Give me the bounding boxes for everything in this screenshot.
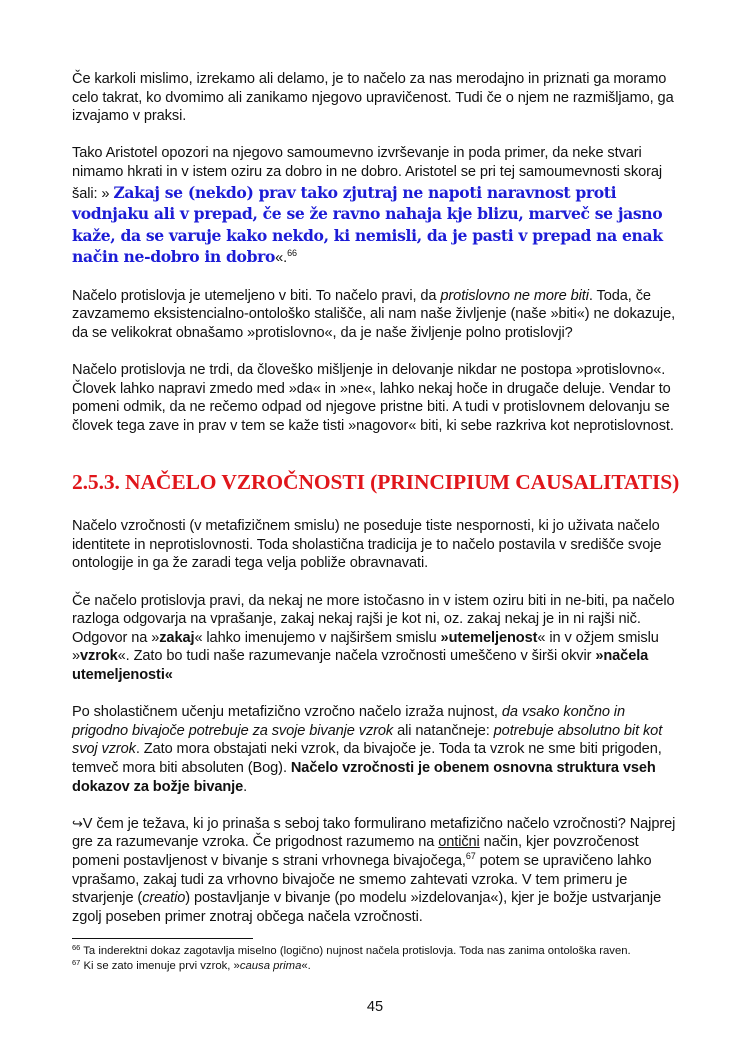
term-vzrok: vzrok [80,648,118,665]
footnote-66 [72,944,684,959]
footnote-italic: causa prima [239,960,302,972]
footnote-text-b: «. [301,960,311,972]
paragraph-aristotle [72,144,684,268]
paragraph-3-text-a: Načelo protislovja je utemeljeno v biti. To načelo pravi, da [72,287,441,304]
paragraph-7-text-c: . Zato mora obstajati neki vzrok, da bivajoče je. Toda ta vzrok ne sme biti prigoden, temveč mora biti absoluten (Bog). [72,741,662,776]
footnote-number: 66 [72,943,81,952]
footnote-text: Ta inderektni dokaz zagotavlja miselno (logično) nujnost načela protislovja. Toda nas zanima ontološka raven. [80,945,631,957]
term-utemeljenost: »utemeljenost [440,629,538,646]
paragraph-8-italic: creatio [142,890,186,907]
paragraph-7-text-b: ali natančneje: [393,722,494,739]
paragraph-5: Načelo vzročnosti (v metafizičnem smislu) ne poseduje tiste nespornosti, ki jo uživata načelo identitete in neprotislovnosti. Toda sholastična tradicija je to načelo postavila v središče svoje ontologije in ga že zaradi tega velja pobliže obravnavati. [72,518,662,572]
term-nacela-utemeljenosti: »načela utemeljenosti« [72,648,649,684]
paragraph-7-italic-1: da vsako končno in prigodno bivajoče potrebuje za svoje bivanje vzrok [72,704,625,739]
paragraph-3-text-b: . Toda, če zavzamemo eksistencialno-ontološko stališče, ali nam naše življenje (naše »biti«) ne dokazuje, da se velikokrat obnašamo »protislovno«, da je naše življenje polno protislovji? [72,287,676,341]
paragraph-6-text-a: Če načelo protislovja pravi, da nekaj ne more istočasno in v istem oziru biti in ne-biti, pa načelo razloga odgovarja na vprašanje, zakaj nekaj rajši je kot ni, oz. zakaj nekaj je in ni rajši nič. Odgovor na » [72,592,675,646]
paragraph-8 [72,815,684,927]
paragraph-aristotle-intro: Tako Aristotel opozori na njegovo samoumevno izvrševanje in poda primer, da neke stvari nimamo hkrati in v istem oziru za dobro in ne dobro. Aristotel se pri tej samoumevnosti skoraj šali: » [72,145,663,202]
footnote-ref-66[interactable]: 66 [287,248,297,259]
footnote-separator [72,938,253,939]
page-number: 45 [366,999,384,1015]
section-heading: 2.5.3. NAČELO VZROČNOSTI (PRINCIPIUM CAUSALITATIS) [72,470,680,495]
paragraph-7-text-d: . [243,778,248,795]
paragraph-3-italic: protislovno ne more biti [440,287,589,304]
footnote-ref-67[interactable]: 67 [465,850,476,861]
return-arrow-icon: ↪ [72,815,83,831]
paragraph-6-text-d: «. Zato bo tudi naše razumevanje načela vzročnosti umeščeno v širši okvir [117,648,596,665]
paragraph-8-text-b: način, kjer povzročenost pomeni postavljenost v bivanje s strani vrhovnega bivajočega, [72,834,639,869]
paragraph-6 [72,592,684,685]
quote-close: «. [275,250,288,267]
paragraph-7 [72,703,684,796]
paragraph-1: Če karkoli mislimo, izrekamo ali delamo, je to načelo za nas merodajno in priznati ga moramo celo takrat, ko dvomimo ali zanikamo njegovo upravičenost. Tudi če o njem ne razmišljamo, ga izvajamo v praksi. [72,71,674,125]
underlined-term-onticni: ontični [438,834,480,851]
page-body [72,70,684,926]
paragraph-3 [72,287,684,343]
footnote-number: 67 [72,958,81,967]
paragraph-7-text-a: Po sholastičnem učenju metafizično vzročno načelo izraža nujnost, [72,704,502,721]
aristotle-quote: Zakaj se (nekdo) prav tako zjutraj ne napoti naravnost proti vodnjaku ali v prepad, če se že ravno nahaja kje blizu, marveč se jasno kaže, da se varuje kako nekdo, ki nemisli, da je pasti v prepad na enak način ne-dobro in dobro [72,182,663,267]
footnote-67 [72,959,684,974]
paragraph-7-italic-2: potrebuje absolutno bit kot svoj vzrok [72,722,663,758]
paragraph-7-bold: Načelo vzročnosti je obenem osnovna struktura vseh dokazov za božje bivanje [72,760,656,795]
paragraph-8-text-a: V čem je težava, ki jo prinaša s seboj tako formulirano metafizično načelo vzročnosti? Najprej gre za razumevanje vzroka. Če prigodnost razumemo na [72,815,676,851]
term-zakaj: zakaj [159,629,195,646]
paragraph-6-text-b: « lahko imenujemo v najširšem smislu [194,629,441,646]
footnote-text-a: Ki se zato imenuje prvi vzrok, » [80,960,240,972]
footnotes [72,944,684,974]
paragraph-8-text-c: potem se upravičeno lahko vprašamo, zakaj tudi za vrhovno bivajoče ne smemo zahtevati vzroka. V tem primeru je stvarjenje ( [72,852,652,907]
paragraph-4: Načelo protislovja ne trdi, da človeško mišljenje in delovanje nikdar ne postopa »protislovno«. Človek lahko napravi zmedo med »da« in »ne«, lahko nekaj hoče in drugače deluje. Vendar to pomeni odmik, da ne rečemo odpad od njegove pristne biti. A tudi v protislovnem delovanju se človek tega zave in prav v tem se kaže tisti »nagovor« biti, ki sebe razkriva kot neprotislovnost. [72,361,674,434]
paragraph-6-text-c: « in v ožjem smislu » [72,629,659,665]
paragraph-8-text-d: ) postavljanje v bivanje (po modelu »izdelovanja«), kjer je božje ustvarjanje zgolj poseben primer znotraj občega načela vzročnosti. [72,890,662,925]
